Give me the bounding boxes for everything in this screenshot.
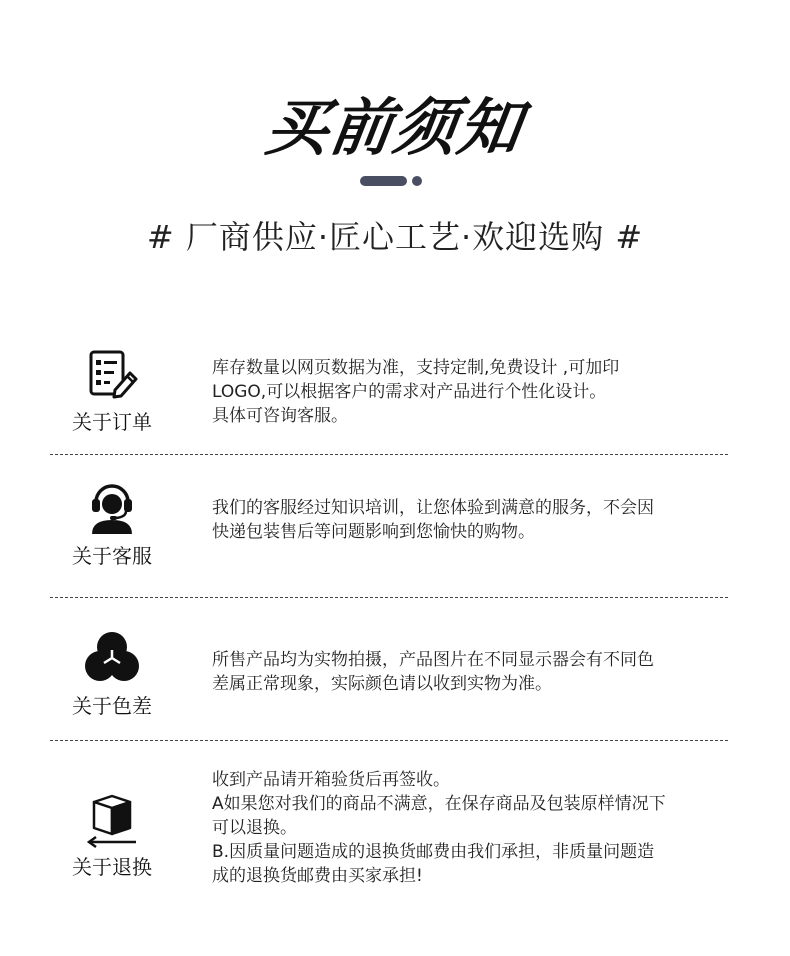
- color-circles-icon: [82, 628, 142, 688]
- body-line: 所售产品均为实物拍摄，产品图片在不同显示器会有不同色: [212, 650, 654, 670]
- body-line: B.因质量问题造成的退换货邮费由我们承担，非质量问题造: [212, 842, 655, 862]
- section-body: [212, 768, 732, 888]
- section-label: 关于色差: [72, 694, 152, 718]
- section-body: [212, 648, 732, 696]
- customer-service-headset-icon: [82, 480, 142, 540]
- body-line: 具体可咨询客服。: [212, 406, 348, 426]
- page-subtitle: # 厂商供应·匠心工艺·欢迎选购 #: [146, 218, 644, 256]
- body-line: LOGO,可以根据客户的需求对产品进行个性化设计。: [212, 382, 607, 402]
- section-divider: [50, 597, 728, 598]
- page-title: 买前须知: [261, 91, 528, 164]
- body-line: 收到产品请开箱验货后再签收。: [212, 770, 450, 790]
- decoration-dot: [412, 176, 422, 186]
- body-line: 库存数量以网页数据为准，支持定制,免费设计 ,可加印: [212, 358, 620, 378]
- body-line: 快递包装售后等问题影响到您愉快的购物。: [212, 522, 535, 542]
- section-body: [212, 496, 732, 544]
- return-box-icon: [82, 790, 142, 850]
- section-label: 关于订单: [72, 410, 152, 434]
- decoration-pill: [360, 176, 407, 186]
- body-line: 差属正常现象，实际颜色请以收到实物为准。: [212, 674, 552, 694]
- body-line: 成的退换货邮费由买家承担!: [212, 866, 423, 886]
- section-divider: [50, 454, 728, 455]
- section-label: 关于退换: [72, 855, 152, 879]
- section-body: [212, 356, 732, 428]
- order-list-icon: [82, 348, 142, 408]
- body-line: A如果您对我们的商品不满意，在保存商品及包装原样情况下: [212, 794, 666, 814]
- section-label: 关于客服: [72, 544, 152, 568]
- body-line: 可以退换。: [212, 818, 297, 838]
- section-divider: [50, 740, 728, 741]
- body-line: 我们的客服经过知识培训，让您体验到满意的服务，不会因: [212, 498, 654, 518]
